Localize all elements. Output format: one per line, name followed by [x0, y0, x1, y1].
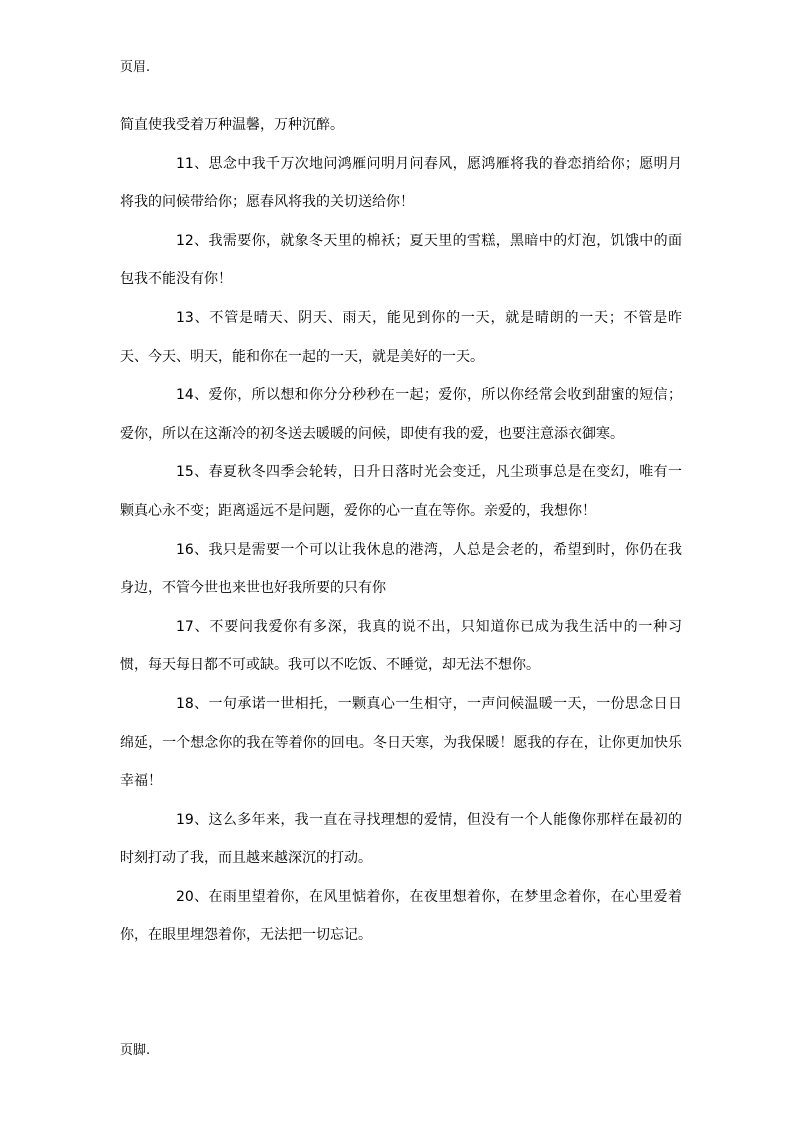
paragraph-16: 16、我只是需要一个可以让我休息的港湾，人总是会老的，希望到时，你仍在我身边，不管今世也来世也好我所要的只有你 [120, 541, 682, 597]
paragraph-17: 17、不要问我爱你有多深，我真的说不出，只知道你已成为我生活中的一种习惯，每天每日都不可或缺。我可以不吃饭、不睡觉，却无法不想你。 [120, 618, 682, 674]
document-body [120, 106, 682, 955]
paragraph-19: 19、这么多年来，我一直在寻找理想的爱情，但没有一个人能像你那样在最初的时刻打动了我，而且越来越深沉的打动。 [120, 811, 682, 867]
paragraph-15: 15、春夏秋冬四季会轮转，日升日落时光会变迁，凡尘琐事总是在变幻，唯有一颗真心永不变；距离遥远不是问题，爱你的心一直在等你。亲爱的，我想你！ [120, 464, 682, 519]
paragraph-13: 13、不管是晴天、阴天、雨天，能见到你的一天，就是晴朗的一天；不管是昨天、今天、明天，能和你在一起的一天，就是美好的一天。 [120, 309, 682, 365]
paragraph-12: 12、我需要你，就象冬天里的棉袄；夏天里的雪糕，黑暗中的灯泡，饥饿中的面包我不能没有你！ [120, 232, 682, 288]
paragraph-20: 20、在雨里望着你，在风里惦着你，在夜里想着你，在梦里念着你，在心里爱着你，在眼里埋怨着你，无法把一切忘记。 [120, 888, 682, 944]
paragraph-continuation: 简直使我受着万种温馨，万种沉醉。 [120, 117, 344, 133]
page-header: 页眉. [120, 60, 151, 75]
page-footer: 页脚. [120, 1043, 151, 1058]
paragraph-14: 14、爱你，所以想和你分分秒秒在一起；爱你，所以你经常会收到甜蜜的短信；爱你，所以在这渐冷的初冬送去暖暖的问候，即使有我的爱，也要注意添衣御寒。 [120, 387, 682, 442]
paragraph-18: 18、一句承诺一世相托，一颗真心一生相守，一声问候温暖一天，一份思念日日绵延，一个想念你的我在等着你的回电。冬日天寒，为我保暖！愿我的存在，让你更加快乐幸福！ [120, 695, 682, 790]
paragraph-11: 11、思念中我千万次地问鸿雁问明月问春风，愿鸿雁将我的眷恋捎给你；愿明月将我的问候带给你；愿春风将我的关切送给你！ [120, 155, 682, 211]
